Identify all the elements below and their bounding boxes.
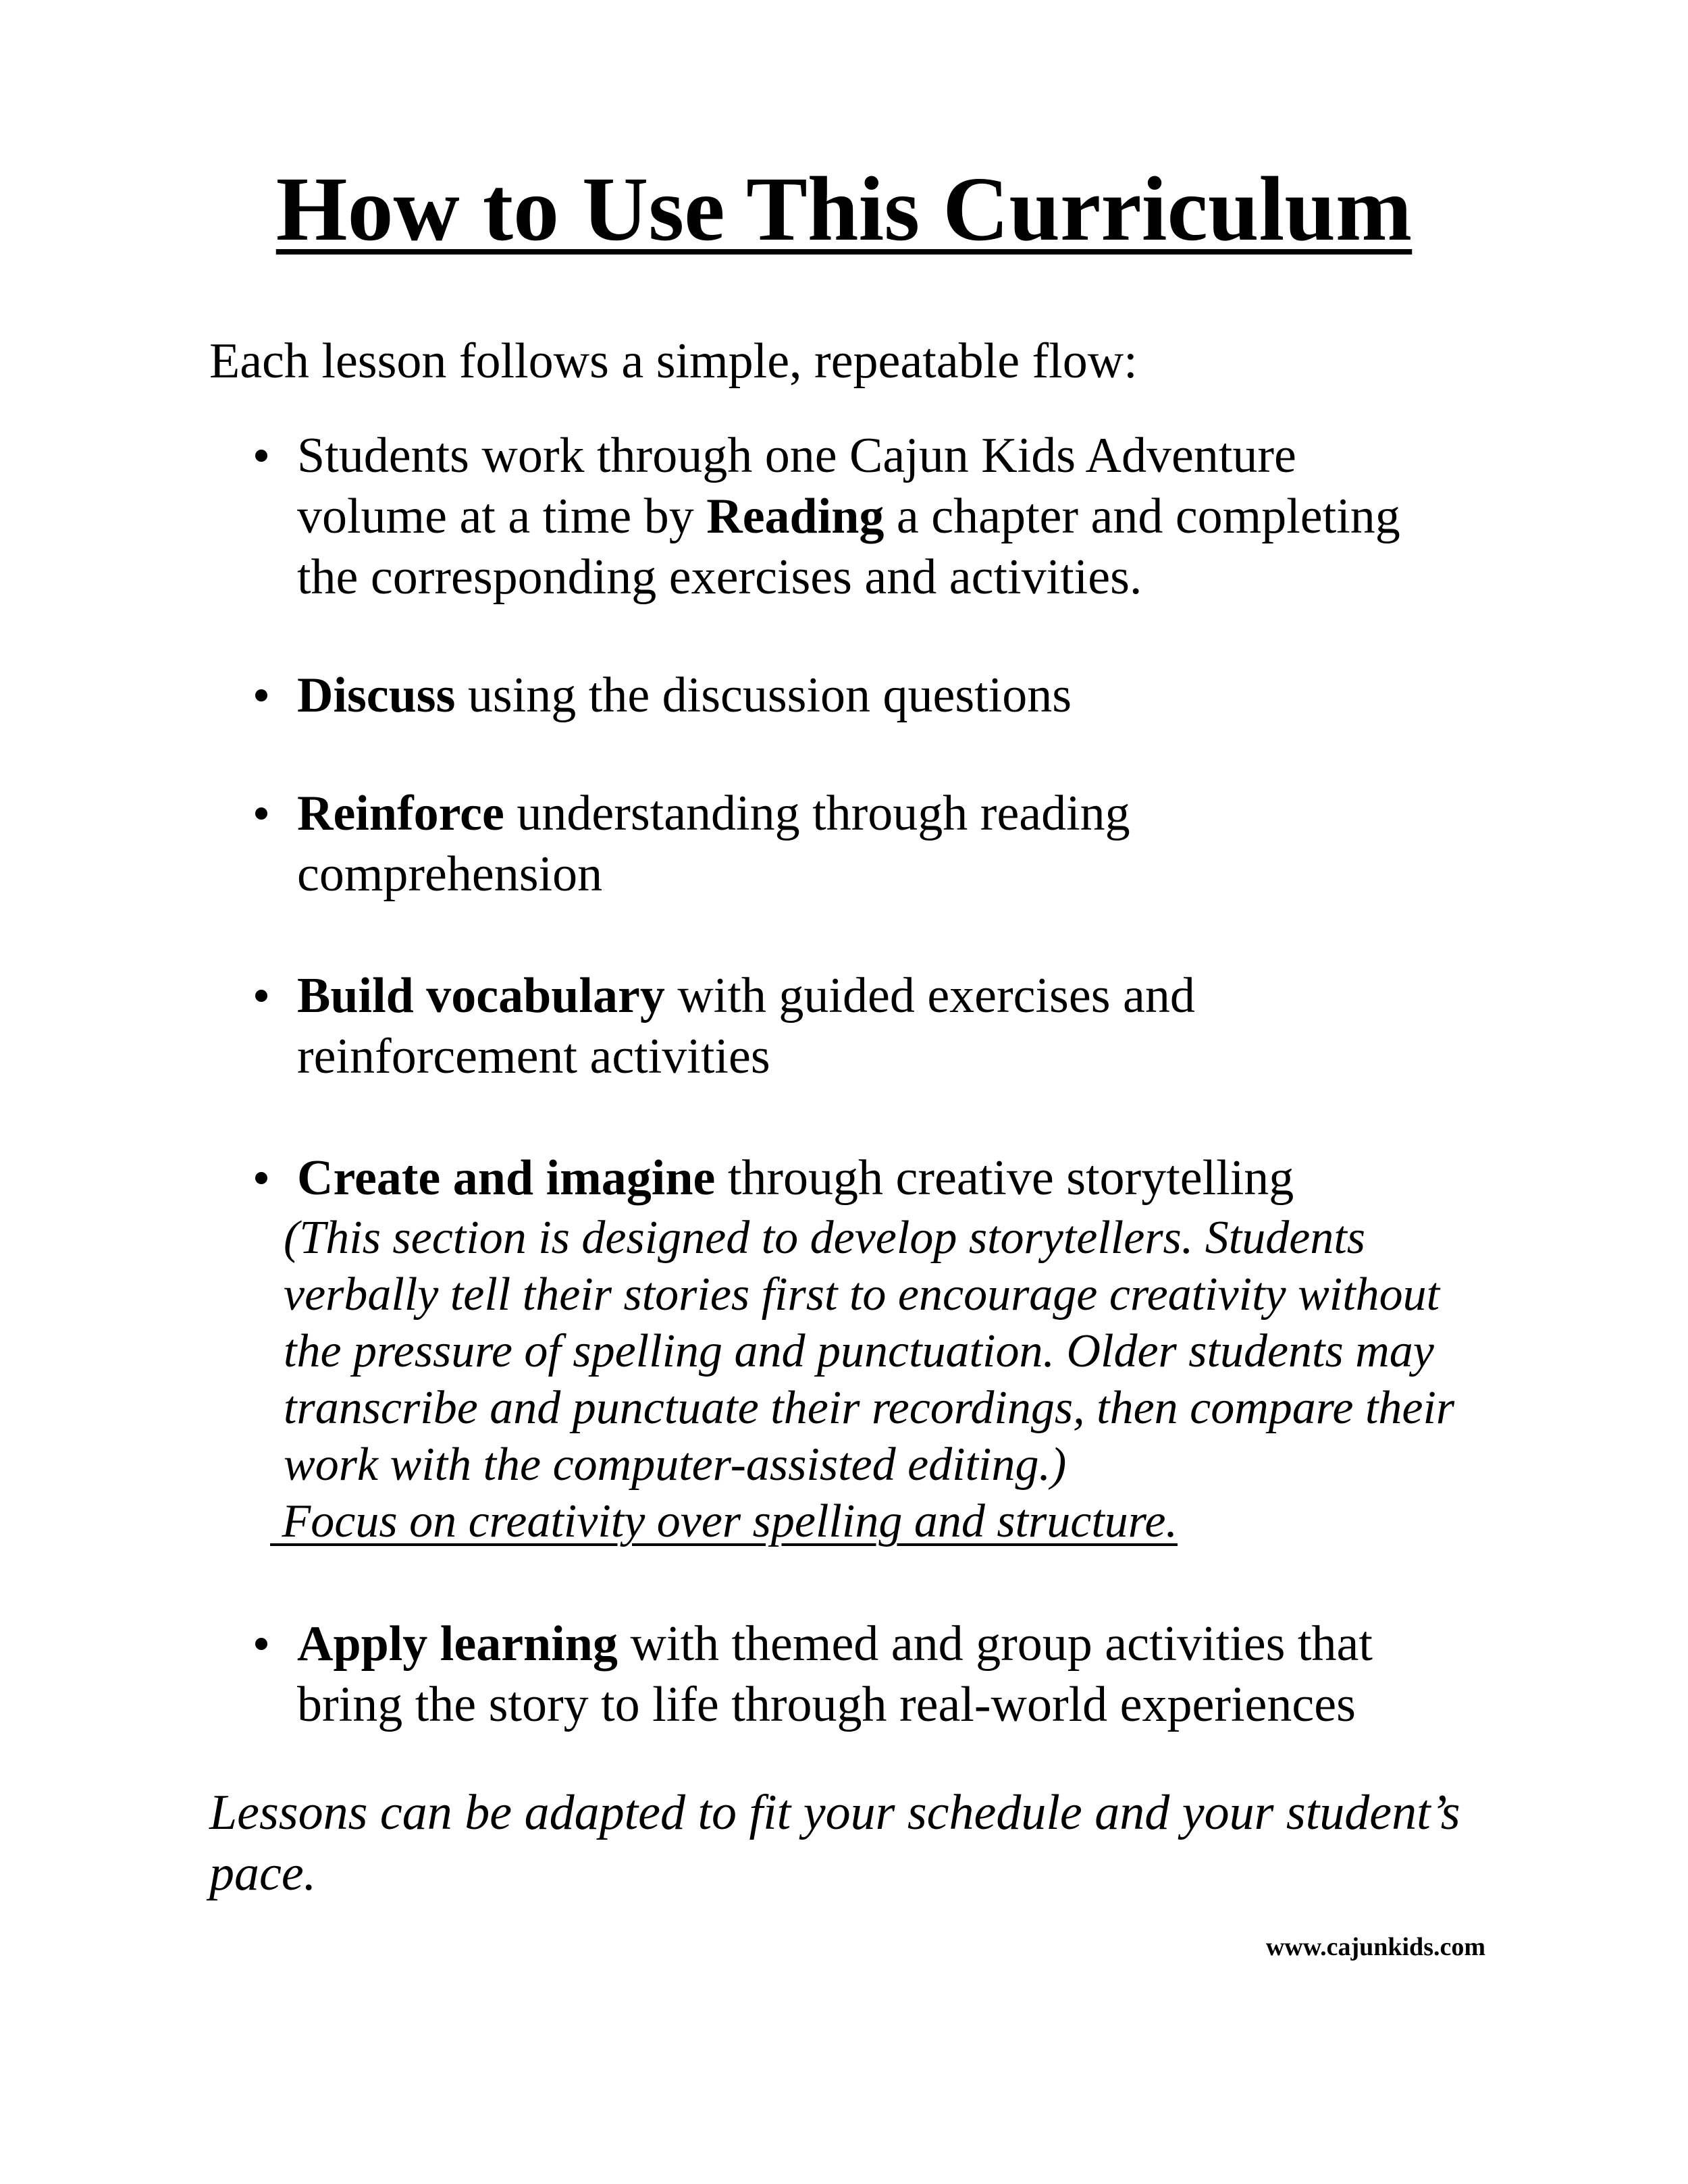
- bullet-icon: [255, 689, 267, 701]
- list-item-reading-line-3: [297, 547, 1142, 608]
- list-item-reinforce: [297, 783, 1130, 844]
- bullet-3-line-2: comprehension: [297, 847, 603, 902]
- bullet-icon: [255, 1172, 267, 1184]
- page-title: [0, 155, 1688, 263]
- list-item-discuss: [297, 665, 1072, 726]
- list-item-reading-line-2: [297, 486, 1400, 547]
- bullet-1-line-1: Students work through one Cajun Kids Adventure: [297, 428, 1296, 483]
- intro-text: Each lesson follows a simple, repeatable flow:: [209, 334, 1138, 389]
- website-url: www.cajunkids.com: [1265, 1933, 1485, 1961]
- list-item-vocabulary: [297, 965, 1195, 1026]
- apply-keyword: Apply learning: [297, 1616, 618, 1672]
- bullet-1-line-2-a: volume at a time by: [297, 489, 707, 544]
- list-item-apply-line-2: [297, 1674, 1356, 1735]
- bullet-3-text: understanding through reading: [504, 786, 1130, 841]
- reinforce-keyword: Reinforce: [297, 786, 504, 841]
- bullet-4-line-2: reinforcement activities: [297, 1029, 770, 1084]
- storytelling-note-line-5: work with the computer-assisted editing.): [284, 1439, 1067, 1491]
- create-keyword: Create and imagine: [297, 1150, 716, 1206]
- closing-note-line-2: pace.: [209, 1846, 317, 1901]
- list-item-apply: [297, 1614, 1373, 1674]
- list-item-reinforce-line-2: [297, 844, 602, 905]
- bullet-1-line-2-b: a chapter and completing: [884, 489, 1400, 544]
- bullet-icon: [255, 450, 267, 462]
- bullet-icon: [255, 990, 267, 1002]
- closing-note-line-1: Lessons can be adapted to fit your schedule and your student’s: [209, 1785, 1460, 1840]
- bullet-2-text: using the discussion questions: [455, 668, 1072, 723]
- bullet-1-line-3: the corresponding exercises and activities.: [297, 550, 1142, 605]
- storytelling-note-line-1: (This section is designed to develop storytellers. Students: [284, 1212, 1366, 1264]
- bullet-6-text: with themed and group activities that: [617, 1616, 1373, 1672]
- list-item-reading: [297, 425, 1296, 486]
- vocabulary-keyword: Build vocabulary: [297, 968, 665, 1023]
- bullet-icon: [255, 1638, 267, 1650]
- list-item-vocabulary-line-2: [297, 1026, 770, 1087]
- list-item-create: [297, 1148, 1294, 1208]
- discuss-keyword: Discuss: [297, 668, 456, 723]
- storytelling-note-line-3: the pressure of spelling and punctuation. Older students may: [284, 1325, 1434, 1377]
- reading-keyword: Reading: [706, 489, 885, 544]
- page-title-text: How to Use This Curriculum: [275, 159, 1413, 260]
- focus-note: Focus on creativity over spelling and structure.: [270, 1495, 1178, 1547]
- storytelling-note-line-4: transcribe and punctuate their recordings, then compare their: [284, 1382, 1455, 1434]
- storytelling-note-line-2: verbally tell their stories first to encourage creativity without: [284, 1269, 1440, 1321]
- bullet-4-text: with guided exercises and: [664, 968, 1195, 1023]
- bullet-icon: [255, 807, 267, 820]
- bullet-6-line-2: bring the story to life through real-world experiences: [297, 1677, 1356, 1732]
- bullet-5-text: through creative storytelling: [715, 1150, 1294, 1206]
